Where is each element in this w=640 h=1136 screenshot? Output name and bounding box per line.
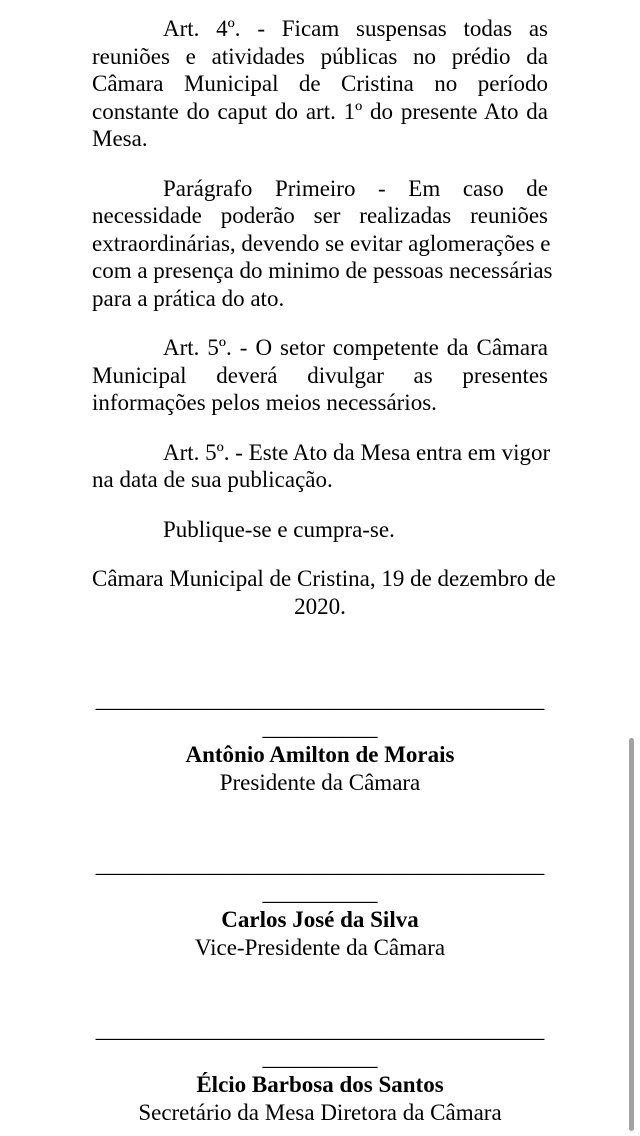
paragraph-paragrafo-primeiro	[92, 175, 553, 313]
text-line: Art. 5º. - O setor competente da Câmara	[163, 335, 548, 360]
text-line: para a prática do ato.	[92, 285, 285, 311]
text-line: informações pelos meios necessários.	[92, 390, 437, 415]
signature-rule-short: __________	[262, 714, 378, 740]
signatory-title: Vice-Presidente da Câmara	[194, 934, 446, 960]
text-line: Publique-se e cumpra-se.	[163, 516, 395, 542]
signatory-name: Carlos José da Silva	[221, 907, 419, 932]
signature-rule-long: _______________________________________	[95, 1017, 545, 1042]
signature-block-vice-presidente	[92, 851, 548, 961]
text-line: Câmara Municipal de Cristina no período	[92, 71, 548, 96]
text-line: 2020.	[294, 593, 346, 619]
paragraph-art-5-vigor	[92, 439, 551, 494]
text-line: Câmara Municipal de Cristina, 19 de dezembro de	[92, 566, 556, 591]
signature-rule-long: _______________________________________	[95, 852, 545, 877]
paragraph-publique-se	[92, 516, 548, 544]
text-line: Municipal deverá divulgar as presentes	[92, 362, 548, 388]
signatory-name: Élcio Barbosa dos Santos	[196, 1072, 444, 1097]
signature-rule-short: __________	[262, 1044, 378, 1070]
text-line: com a presença do minimo de pessoas necessárias	[92, 258, 553, 283]
text-line: Art. 4º. - Ficam suspensas todas as	[163, 16, 548, 41]
signatory-title: Secretário da Mesa Diretora da Câmara	[138, 1099, 502, 1125]
text-line: reuniões e atividades públicas no prédio da	[92, 43, 548, 69]
text-line: Mesa.	[92, 126, 148, 151]
text-line: constante do caput do art. 1º do presente Ato da	[92, 98, 548, 124]
signature-rule-long: _______________________________________	[95, 687, 545, 712]
signatory-name: Antônio Amilton de Morais	[185, 742, 455, 767]
paragraph-art-5-divulgacao	[92, 334, 548, 417]
text-line: Art. 5º. - Este Ato da Mesa entra em vigor	[163, 439, 551, 465]
signature-block-secretario	[92, 1016, 548, 1126]
signature-rule-short: __________	[262, 879, 378, 905]
signature-block-presidente	[92, 686, 548, 796]
text-line: extraordinárias, devendo se evitar aglomerações e	[92, 230, 551, 256]
text-line: necessidade poderão ser realizadas reuniões	[92, 203, 548, 228]
signatory-title: Presidente da Câmara	[219, 769, 421, 795]
paragraph-art-4	[92, 15, 548, 153]
text-line: na data de sua publicação.	[92, 467, 333, 492]
text-line: Parágrafo Primeiro - Em caso de	[163, 175, 548, 201]
paragraph-date-place	[92, 565, 556, 620]
scrollbar-thumb[interactable]	[629, 738, 634, 1131]
